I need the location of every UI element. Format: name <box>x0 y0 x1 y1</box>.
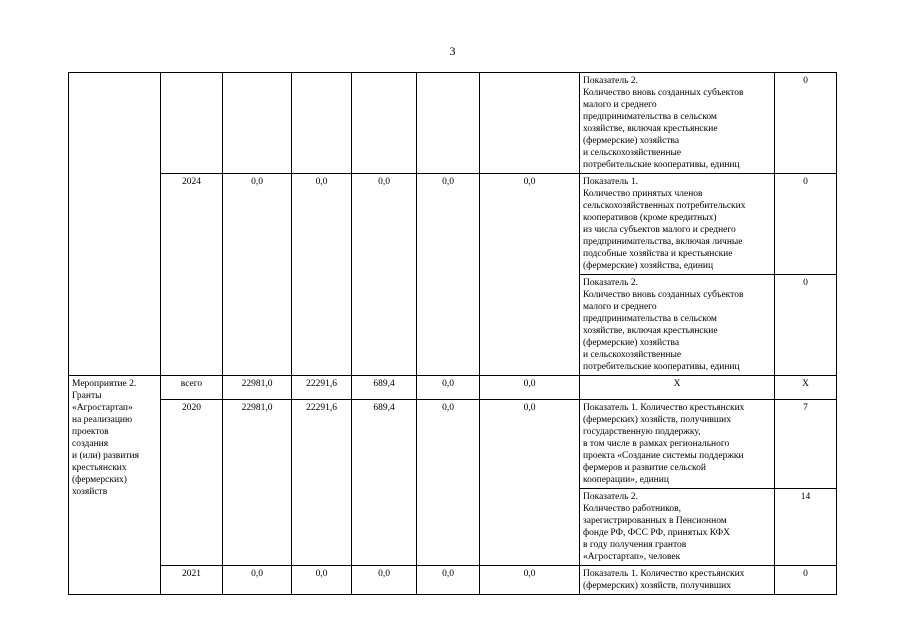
value-cell: 0,0 <box>480 376 580 400</box>
value-cell: 0,0 <box>352 566 417 595</box>
indicator-value: 14 <box>775 489 837 566</box>
table-row <box>69 73 837 174</box>
value-cell: 0,0 <box>417 566 480 595</box>
table-row <box>69 566 837 595</box>
value-cell: 0,0 <box>480 400 580 566</box>
indicator-cell: Показатель 1. Количество крестьянских (фермерских) хозяйств, получивших <box>580 566 775 595</box>
table-row <box>69 174 837 275</box>
year-cell <box>161 73 223 174</box>
table-row <box>69 400 837 489</box>
value-cell: 0,0 <box>292 174 352 376</box>
indicator-cell: X <box>580 376 775 400</box>
value-cell: 0,0 <box>417 376 480 400</box>
value-cell: 689,4 <box>352 376 417 400</box>
table-row <box>69 376 837 400</box>
indicator-cell: Показатель 1. Количество принятых членов сельскохозяйственных потребительских кооперативов (кроме кредитных) из числа субъектов малого и среднего предпринимательства, включая личные подсобные хозяйства и крестьянские (фермерские) хозяйства, единиц <box>580 174 775 275</box>
indicator-value: 0 <box>775 73 837 174</box>
indicator-cell: Показатель 2. Количество вновь созданных субъектов малого и среднего предпринимательства в сельском хозяйстве, включая крестьянские (фермерские) хозяйства и сельскохозяйственные потребительские кооперативы, единиц <box>580 275 775 376</box>
year-cell: всего <box>161 376 223 400</box>
year-cell: 2024 <box>161 174 223 376</box>
indicator-value: 0 <box>775 566 837 595</box>
indicator-value: 0 <box>775 174 837 275</box>
value-cell: 0,0 <box>417 174 480 376</box>
value-cell: 0,0 <box>223 174 292 376</box>
value-cell: 22291,6 <box>292 376 352 400</box>
value-cell <box>480 73 580 174</box>
measure-cell: Мероприятие 2. Гранты «Агростартап» на реализацию проектов создания и (или) развития крестьянских (фермерских) хозяйств <box>69 376 161 595</box>
page-number: 3 <box>449 44 456 58</box>
program-table <box>68 72 837 595</box>
value-cell: 0,0 <box>223 566 292 595</box>
value-cell: 22981,0 <box>223 376 292 400</box>
indicator-value: 0 <box>775 275 837 376</box>
value-cell: 22291,6 <box>292 400 352 566</box>
indicator-cell: Показатель 2. Количество работников, зарегистрированных в Пенсионном фонде РФ, ФСС РФ, принятых КФХ в году получения грантов «Агростартап», человек <box>580 489 775 566</box>
indicator-cell: Показатель 2. Количество вновь созданных субъектов малого и среднего предпринимательства в сельском хозяйстве, включая крестьянские (фермерские) хозяйства и сельскохозяйственные потребительские кооперативы, единиц <box>580 73 775 174</box>
value-cell: 0,0 <box>417 400 480 566</box>
year-cell: 2021 <box>161 566 223 595</box>
year-cell: 2020 <box>161 400 223 566</box>
value-cell: 689,4 <box>352 400 417 566</box>
value-cell: 0,0 <box>480 566 580 595</box>
indicator-cell: Показатель 1. Количество крестьянских (фермерских) хозяйств, получивших государственную поддержку, в том числе в рамках регионального проекта «Создание системы поддержки фермеров и развитие сельской кооперации», единиц <box>580 400 775 489</box>
value-cell: 22981,0 <box>223 400 292 566</box>
value-cell: 0,0 <box>480 174 580 376</box>
value-cell <box>292 73 352 174</box>
measure-cell <box>69 73 161 376</box>
value-cell <box>417 73 480 174</box>
value-cell: 0,0 <box>352 174 417 376</box>
indicator-value: X <box>775 376 837 400</box>
value-cell <box>223 73 292 174</box>
indicator-value: 7 <box>775 400 837 489</box>
value-cell: 0,0 <box>292 566 352 595</box>
value-cell <box>352 73 417 174</box>
